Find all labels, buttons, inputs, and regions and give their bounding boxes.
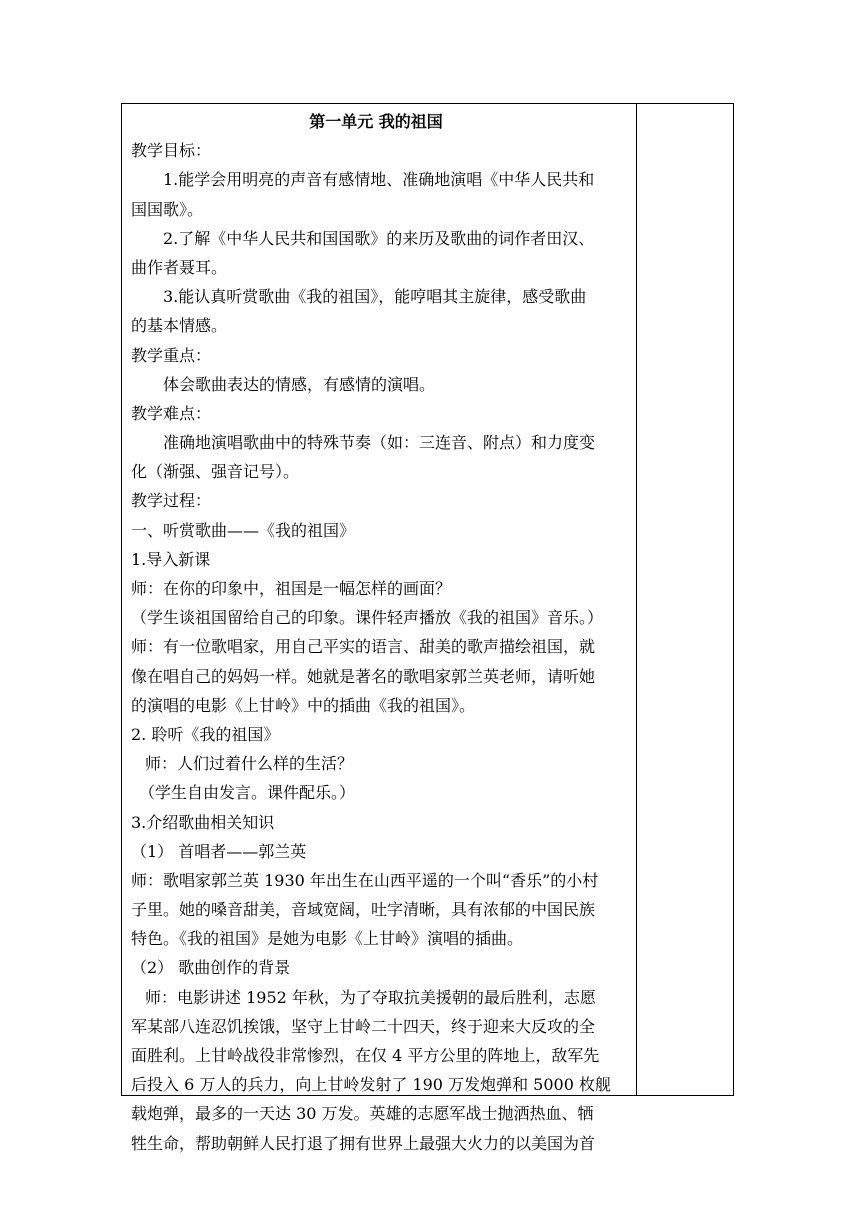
text-line: 教学目标： [131, 141, 212, 161]
text-line: 面胜利。上甘岭战役非常惨烈，在仅 4 平方公里的阵地上，敌军先 [131, 1046, 600, 1065]
text-line: （2） 歌曲创作的背景 [131, 958, 291, 978]
text-line: 军某部八连忍饥挨饿，坚守上甘岭二十四天，终于迎来大反攻的全 [131, 1016, 596, 1036]
text-line: 的基本情感。 [131, 316, 228, 336]
text-line: 师：人们过着什么样的生活？ [145, 754, 354, 774]
text-line: 2. 聆听《我的祖国》 [131, 724, 280, 744]
text-line: 国国歌》。 [131, 199, 204, 219]
text-line: 化（渐强、强音记号）。 [131, 462, 300, 482]
text-line: 教学难点： [131, 403, 212, 423]
text-line: 像在唱自己的妈妈一样。她就是著名的歌唱家郭兰英老师，请听她 [131, 666, 596, 686]
text-line: 体会歌曲表达的情感，有感情的演唱。 [163, 374, 436, 394]
text-line: 教学过程： [131, 491, 212, 511]
page-title: 第一单元 我的祖国 [309, 112, 443, 131]
text-line: 师：歌唱家郭兰英 1930 年出生在山西平遥的一个叫“香乐”的小村 [131, 870, 599, 890]
text-line: 曲作者聂耳。 [131, 257, 228, 277]
text-line: 1.能学会用明亮的声音有感情地、准确地演唱《中华人民共和 [163, 170, 595, 190]
text-line: 准确地演唱歌曲中的特殊节奏（如：三连音、附点）和力度变 [163, 433, 596, 453]
text-line: 牲生命，帮助朝鲜人民打退了拥有世界上最强大火力的以美国为首 [131, 1133, 596, 1153]
text-line: 3.能认真听赏歌曲《我的祖国》，能哼唱其主旋律，感受歌曲 [163, 287, 587, 307]
text-line: 师：电影讲述 1952 年秋，为了夺取抗美援朝的最后胜利，志愿 [145, 987, 596, 1007]
text-line: 1.导入新课 [131, 549, 211, 569]
text-line: （学生谈祖国留给自己的印象。课件轻声播放《我的祖国》音乐。） [131, 608, 604, 628]
text-line: 3.介绍歌曲相关知识 [131, 812, 275, 832]
text-line: 后投入 6 万人的兵力，向上甘岭发射了 190 万发炮弹和 5000 枚舰 [131, 1075, 611, 1095]
text-line: （学生自由发言。课件配乐。） [139, 783, 356, 803]
table-column-divider [636, 103, 637, 1096]
text-line: （1） 首唱者——郭兰英 [131, 841, 307, 861]
text-line: 子里。她的嗓音甜美，音域宽阔，吐字清晰，具有浓郁的中国民族 [131, 900, 596, 920]
text-line: 师：有一位歌唱家，用自己平实的语言、甜美的歌声描绘祖国，就 [131, 637, 596, 657]
text-line: 教学重点： [131, 345, 212, 365]
text-line: 2.了解《中华人民共和国国歌》的来历及歌曲的词作者田汉、 [163, 228, 595, 248]
lesson-content [131, 107, 631, 1158]
text-line: 载炮弹，最多的一天达 30 万发。英雄的志愿军战士抛洒热血、牺 [131, 1104, 594, 1124]
text-line: 的演唱的电影《上甘岭》中的插曲《我的祖国》。 [131, 695, 476, 715]
text-line: 一、听赏歌曲——《我的祖国》 [131, 520, 356, 540]
text-line: 特色。《我的祖国》是她为电影《上甘岭》演唱的插曲。 [131, 929, 524, 949]
text-line: 师：在你的印象中，祖国是一幅怎样的画面？ [131, 579, 452, 598]
lesson-body [131, 136, 631, 1158]
